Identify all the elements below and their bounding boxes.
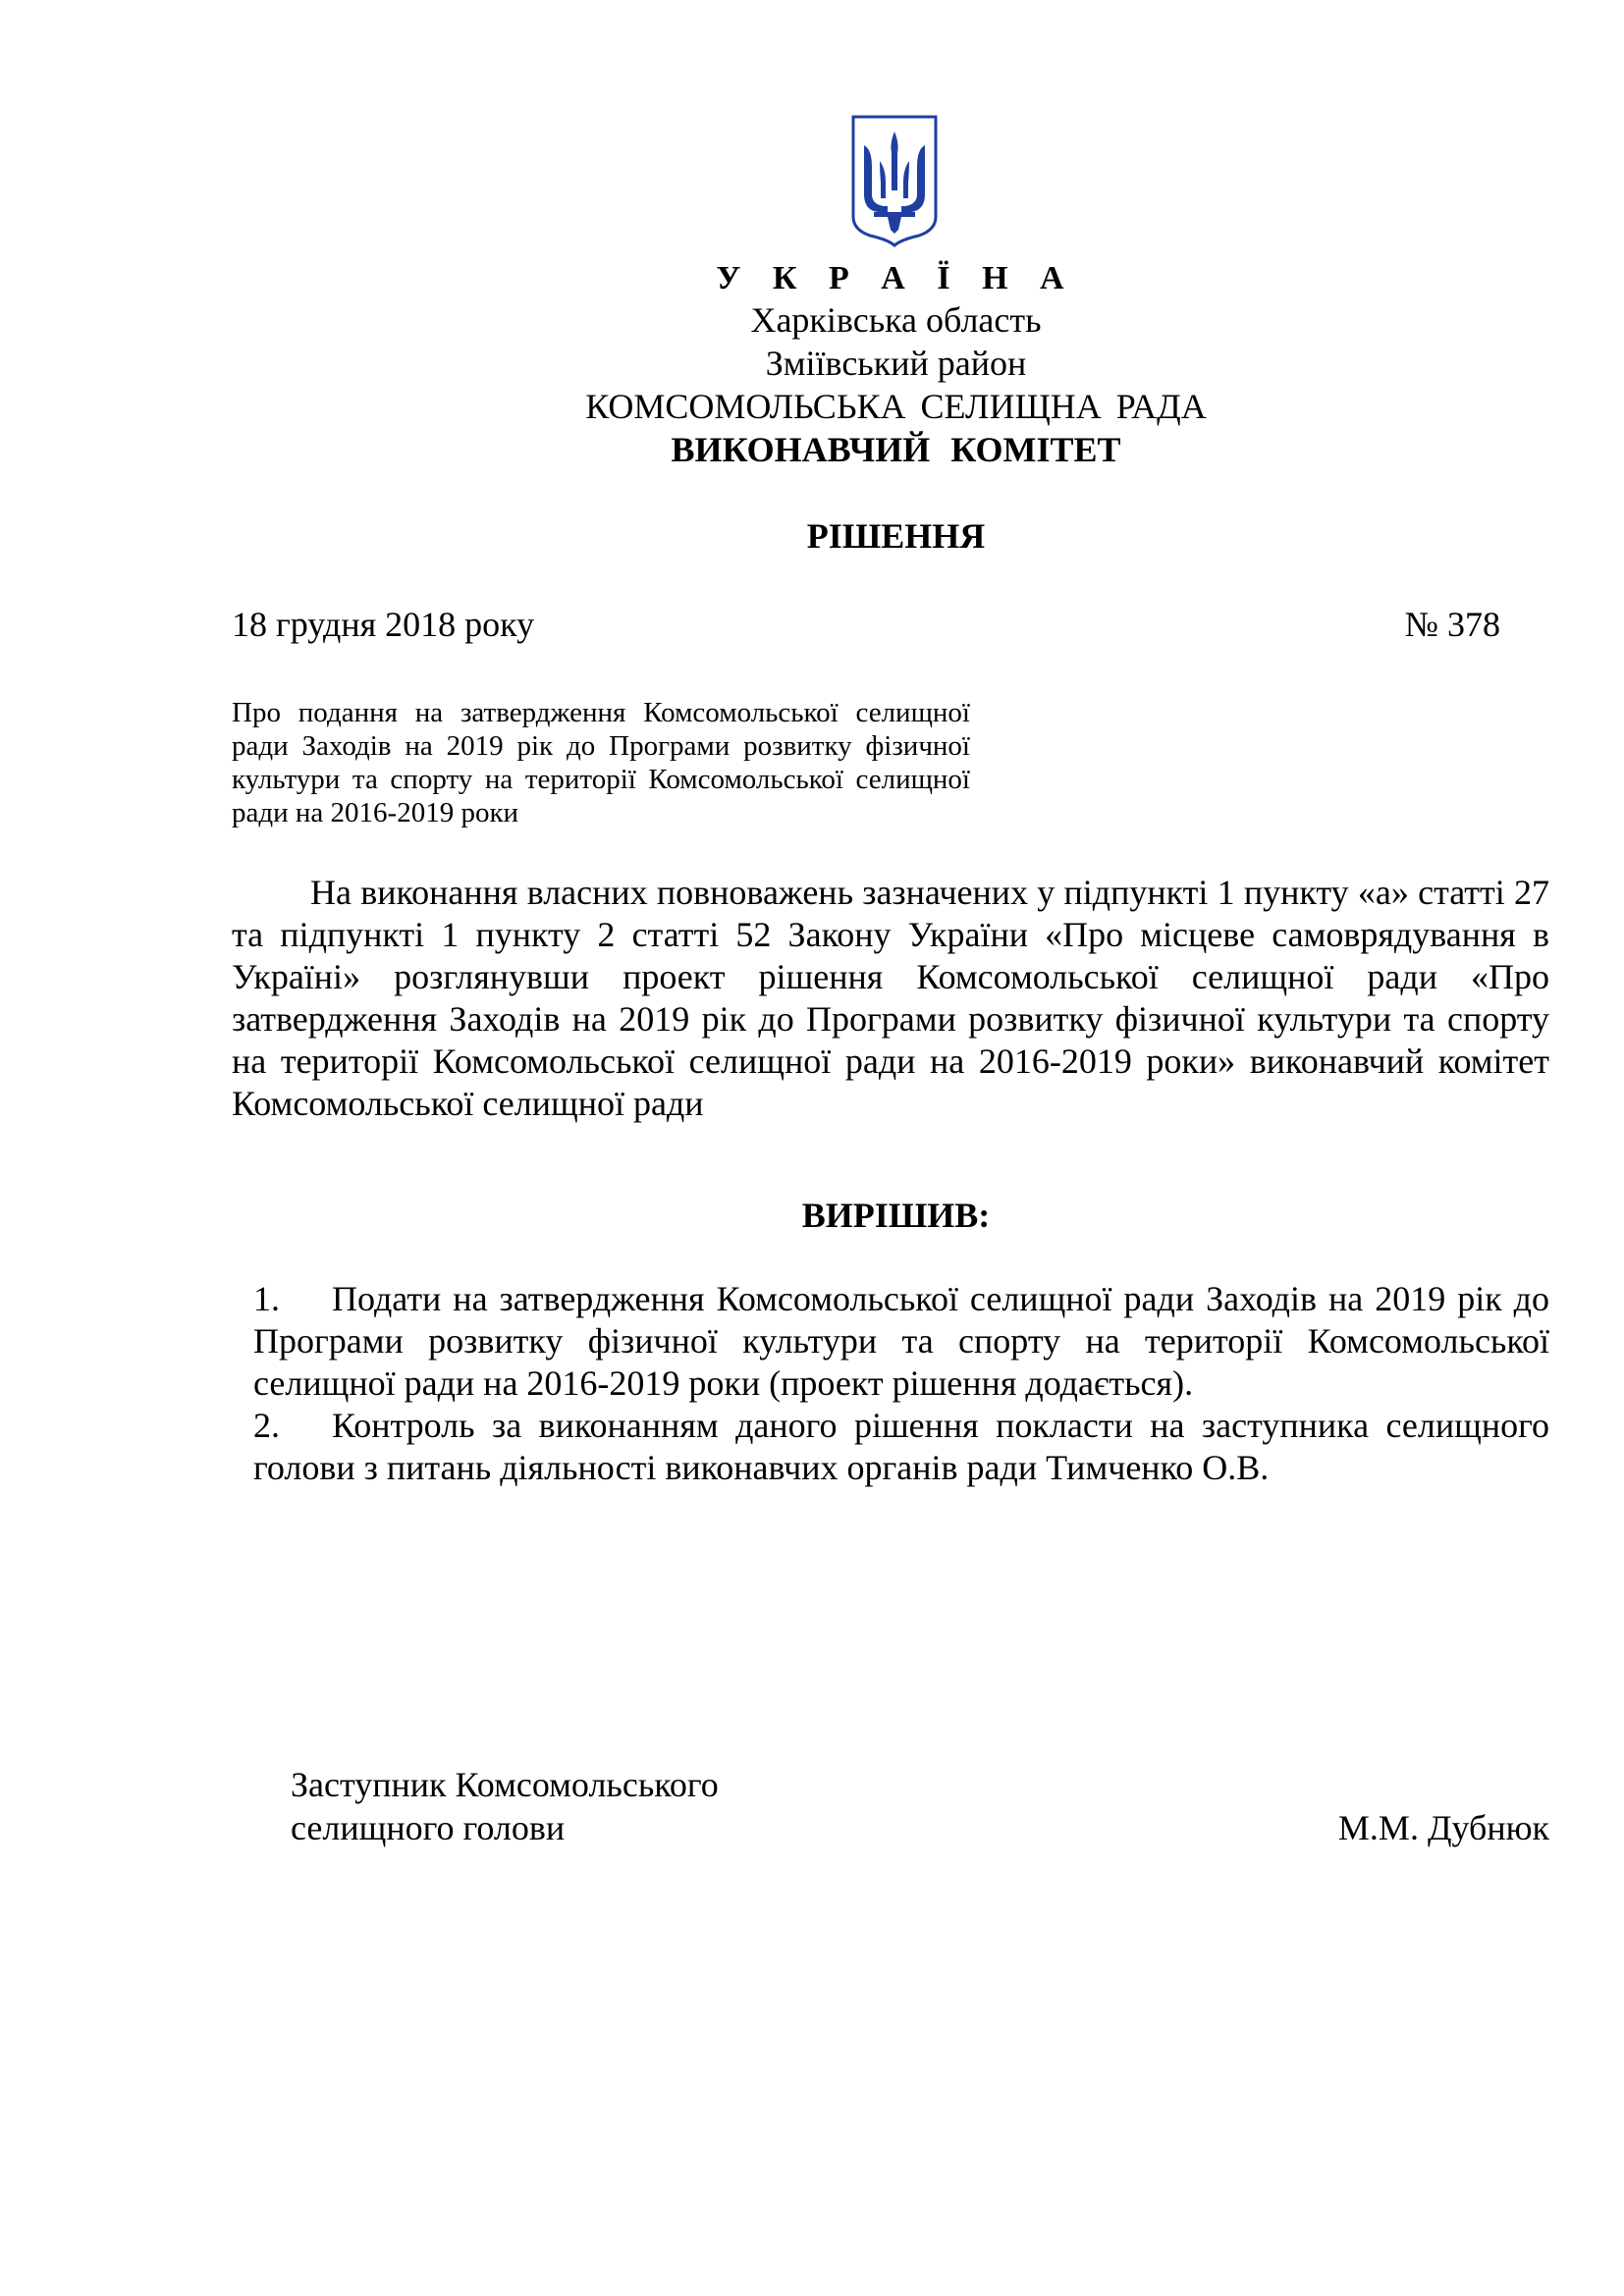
item-number: 1.: [253, 1279, 280, 1318]
document-number: № 378: [1404, 605, 1500, 644]
item-number: 2.: [253, 1406, 280, 1445]
signer-position-line1: Заступник Комсомольського: [291, 1765, 719, 1804]
document-type-title: РІШЕННЯ: [806, 516, 986, 556]
committee-name: ВИКОНАВЧИЙ КОМІТЕТ: [671, 430, 1121, 469]
region-name: Харківська область: [750, 300, 1042, 340]
item-text: Подати на затвердження Комсомольської селищної ради Заходів на 2019 рік до Програми розвитку фізичної культури та спорту на території Комсомольської селищної ради на 2016-2019 роки (проект рішення додається).: [253, 1279, 1549, 1403]
document-date: 18 грудня 2018 року: [232, 605, 535, 644]
signature-row: [291, 1806, 1549, 1849]
coat-of-arms-trident-icon: [850, 114, 939, 248]
signer-name: М.М. Дубнюк: [1337, 1808, 1549, 1847]
date-number-line: [232, 603, 1500, 646]
signature-block: [291, 1763, 1549, 1849]
resolved-heading: ВИРІШИВ:: [801, 1196, 991, 1235]
resolution-item: [253, 1405, 1549, 1489]
district-name: Зміївський район: [765, 344, 1027, 383]
country-name: У К Р А Ї Н А: [716, 260, 1076, 296]
resolution-items: [253, 1278, 1549, 1489]
preamble-paragraph: На виконання власних повноважень зазначених у підпункті 1 пункту «а» статті 27 та підпункті 1 пункту 2 статті 52 Закону України «Про місцеве самоврядування в Україні» розглянувши проект рішення Комсомольської селищної ради «Про затвердження Заходів на 2019 рік до Програми розвитку фізичної культури та спорту на території Комсомольської селищної ради на 2016-2019 роки» виконавчий комітет Комсомольської селищної ради: [232, 873, 1549, 1123]
signer-position-line2: селищного голови: [291, 1808, 566, 1847]
council-name: КОМСОМОЛЬСЬКА СЕЛИЩНА РАДА: [585, 387, 1207, 426]
item-text: Контроль за виконанням даного рішення покласти на заступника селищного голови з питань діяльності виконавчих органів ради Тимченко О.В.: [253, 1406, 1549, 1487]
resolution-item: [253, 1278, 1549, 1405]
document-subject: Про подання на затвердження Комсомольської селищної ради Заходів на 2019 рік до Програми розвитку фізичної культури та спорту на території Комсомольської селищної ради на 2016-2019 роки: [232, 697, 970, 828]
